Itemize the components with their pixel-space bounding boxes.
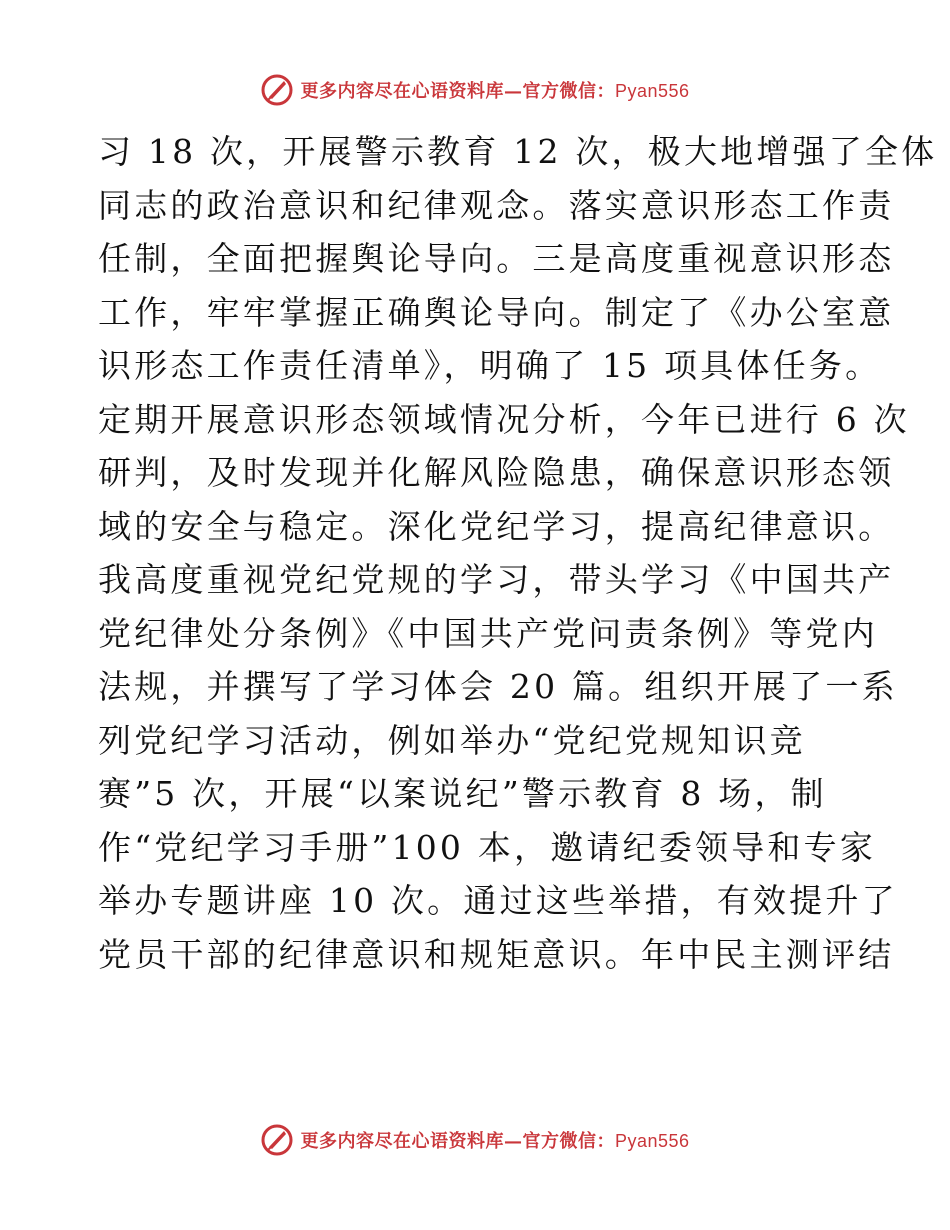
page-header-banner (0, 70, 950, 110)
body-line: 域的安全与稳定。深化党纪学习，提高纪律意识。 (98, 506, 895, 546)
body-line: 列党纪学习活动，例如举办“党纪党规知识竞 (98, 720, 806, 760)
document-body (98, 125, 938, 981)
body-line: 任制，全面把握舆论导向。三是高度重视意识形态 (98, 239, 895, 278)
header-site-name: 更多内容尽在心语资料库 (300, 81, 504, 102)
body-line: 定期开展意识形态领域情况分析，今年已进行 6 次 (98, 399, 910, 439)
body-line: 党纪律处分条例》《中国共产党问责条例》等党内 (98, 613, 878, 653)
footer-site-name: 更多内容尽在心语资料库 (300, 1131, 504, 1152)
body-line: 习 18 次，开展警示教育 12 次，极大地增强了全体 (98, 132, 938, 171)
quill-logo-icon (260, 1123, 294, 1157)
header-banner-text (300, 77, 689, 103)
footer-contact-label: 官方微信： (522, 1131, 615, 1152)
body-line: 举办专题讲座 10 次。通过这些举措，有效提升了 (98, 881, 898, 920)
page-footer-banner (0, 1120, 950, 1160)
body-line: 识形态工作责任清单》，明确了 15 项具体任务。 (98, 346, 882, 385)
body-line: 工作，牢牢掌握正确舆论导向。制定了《办公室意 (98, 292, 895, 332)
body-line: 法规，并撰写了学习体会 20 篇。组织开展了一系 (98, 667, 898, 706)
footer-contact-id: Pyan556 (614, 1131, 690, 1151)
body-line: 党员干部的纪律意识和规矩意识。年中民主测评结 (98, 934, 895, 974)
header-contact-id: Pyan556 (614, 81, 690, 101)
body-line: 作“党纪学习手册”100 本，邀请纪委领导和专家 (98, 827, 877, 867)
body-line: 同志的政治意识和纪律观念。落实意识形态工作责 (98, 185, 895, 225)
header-dash: — (503, 81, 523, 102)
body-line: 赛”5 次，开展“以案说纪”警示教育 8 场，制 (98, 774, 827, 813)
footer-dash: — (503, 1131, 523, 1152)
body-line: 研判，及时发现并化解风险隐患，确保意识形态领 (98, 453, 895, 492)
footer-banner-text (300, 1127, 689, 1153)
header-contact-label: 官方微信： (522, 81, 615, 102)
quill-logo-icon (260, 73, 294, 107)
body-line: 我高度重视党纪党规的学习，带头学习《中国共产 (98, 560, 895, 599)
